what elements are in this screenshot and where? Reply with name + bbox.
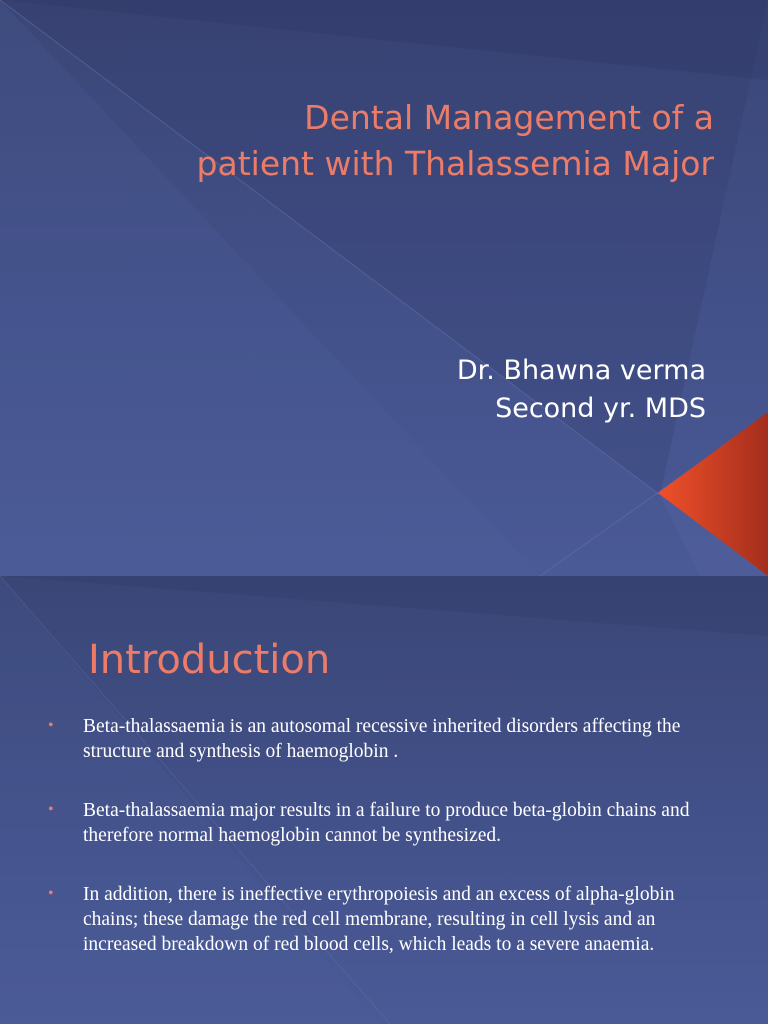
bullet-icon: • (48, 801, 54, 818)
bullet-icon: • (48, 885, 54, 902)
bullet-item (48, 882, 728, 957)
bullet-text: Beta-thalassaemia major results in a failure to produce beta-globin chains and therefore normal haemoglobin cannot be synthesized. (83, 800, 690, 846)
slide-heading: Introduction (88, 637, 331, 683)
bullet-item (48, 714, 728, 764)
introduction-slide (0, 576, 768, 1024)
title-line-2: patient with Thalassemia Major (196, 144, 714, 183)
slide-subtitle (457, 352, 706, 428)
bullet-list (48, 714, 728, 991)
bullet-icon: • (48, 717, 54, 734)
title-line-1: Dental Management of a (304, 98, 714, 137)
author-name: Dr. Bhawna verma (456, 355, 706, 386)
slide-title (60, 95, 714, 187)
bullet-text: Beta-thalassaemia is an autosomal recessive inherited disorders affecting the structure and synthesis of haemoglobin . (83, 716, 681, 762)
bullet-item (48, 798, 728, 848)
author-role: Second yr. MDS (495, 393, 706, 424)
bullet-text: In addition, there is ineffective erythropoiesis and an excess of alpha-globin chains; these damage the red cell membrane, resulting in cell lysis and an increased breakdown of red blood cells, which leads to a severe anaemia. (83, 884, 675, 955)
